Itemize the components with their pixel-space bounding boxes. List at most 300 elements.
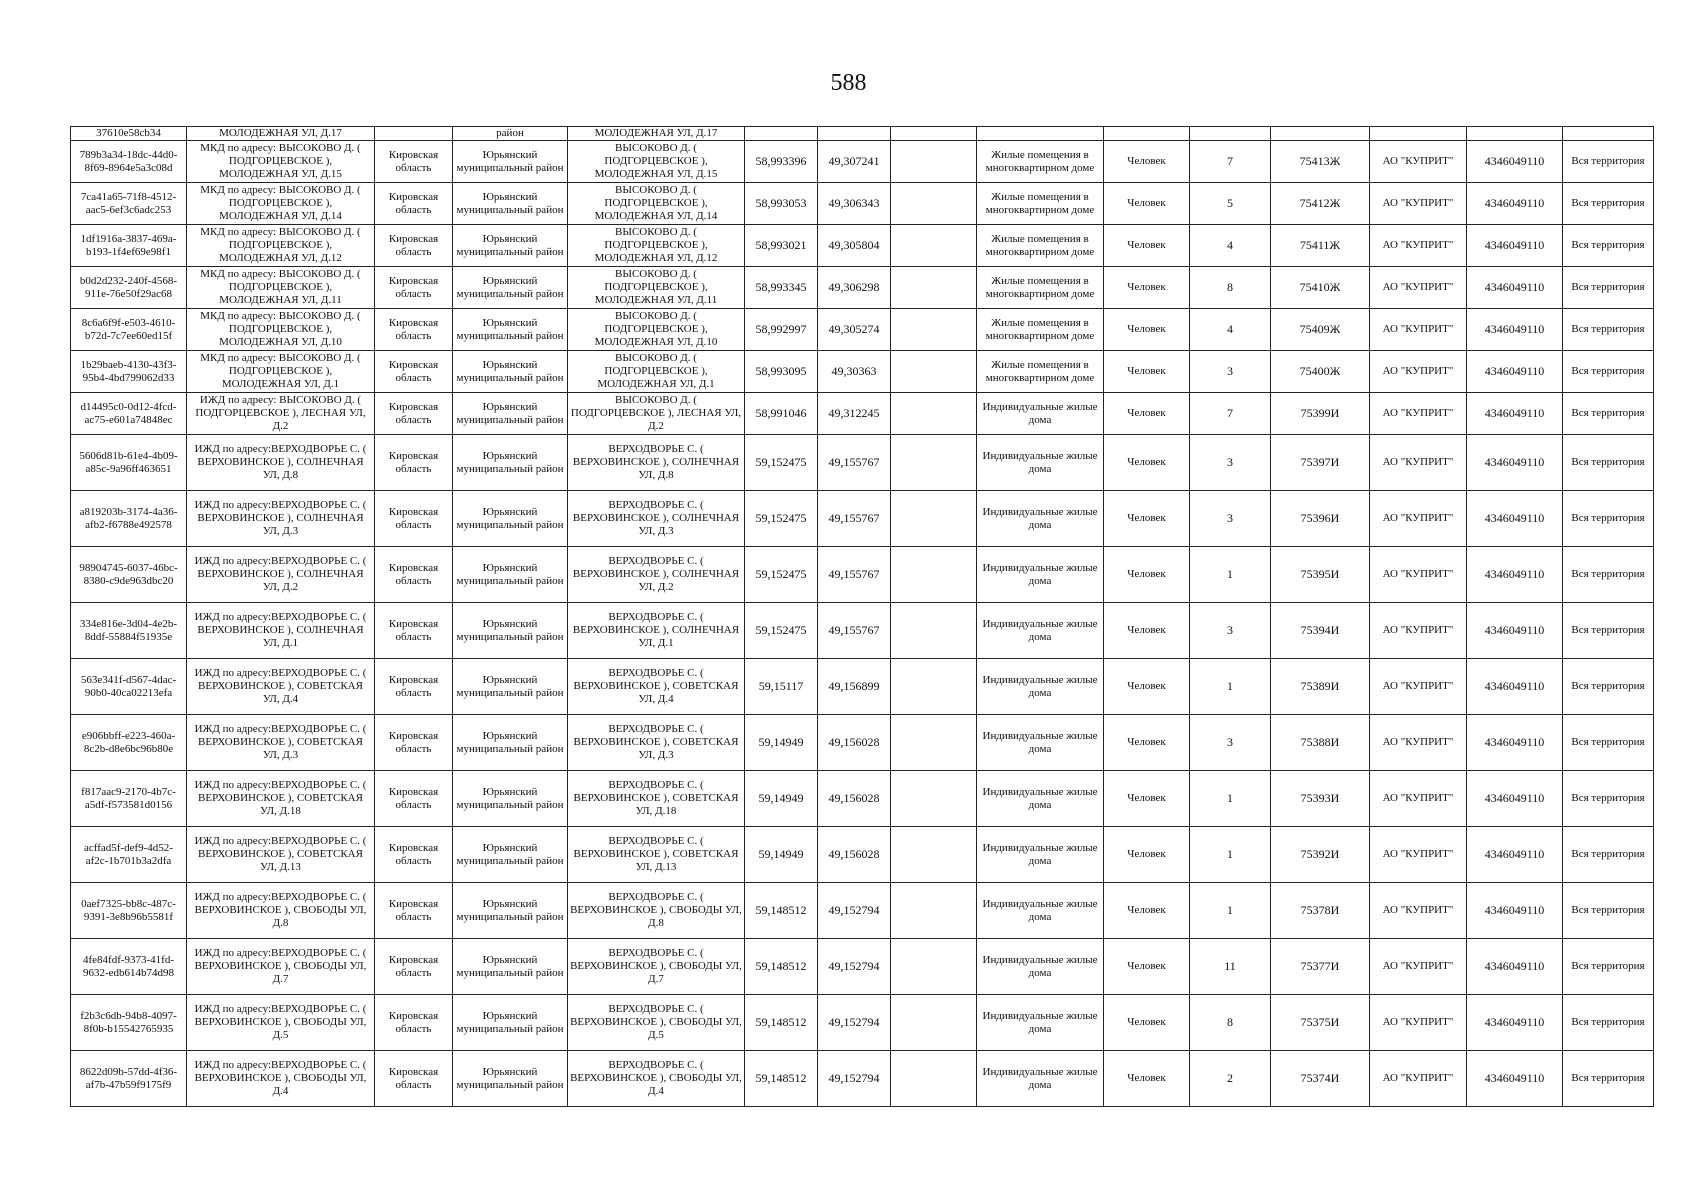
cell-id: a819203b-3174-4a36-afb2-f6788e492578 <box>71 491 187 547</box>
cell-blank <box>891 659 977 715</box>
cell-object: ИЖД по адресу:ВЕРХОДВОРЬЕ С. ( ВЕРХОВИНСКОЕ ), СОЛНЕЧНАЯ УЛ, Д.3 <box>187 491 375 547</box>
cell-inn: 4346049110 <box>1467 351 1563 393</box>
cell-organization: АО "КУПРИТ" <box>1370 883 1467 939</box>
table-row <box>71 225 1654 267</box>
cell-address: ВЕРХОДВОРЬЕ С. ( ВЕРХОВИНСКОЕ ), СОВЕТСКАЯ УЛ, Д.3 <box>568 715 745 771</box>
cell-unit: Человек <box>1104 1051 1190 1107</box>
cell-object: ИЖД по адресу:ВЕРХОДВОРЬЕ С. ( ВЕРХОВИНСКОЕ ), СОВЕТСКАЯ УЛ, Д.4 <box>187 659 375 715</box>
cell-address: ВЫСОКОВО Д. ( ПОДГОРЦЕВСКОЕ ), МОЛОДЕЖНАЯ УЛ, Д.12 <box>568 225 745 267</box>
cell-object: МКД по адресу: ВЫСОКОВО Д. ( ПОДГОРЦЕВСКОЕ ), МОЛОДЕЖНАЯ УЛ, Д.10 <box>187 309 375 351</box>
cell-district: Юрьянский муниципальный район <box>453 827 568 883</box>
cell-latitude: 58,993396 <box>745 141 818 183</box>
cell-address: ВЕРХОДВОРЬЕ С. ( ВЕРХОВИНСКОЕ ), СОЛНЕЧНАЯ УЛ, Д.1 <box>568 603 745 659</box>
cell-blank <box>891 547 977 603</box>
cell-blank <box>891 393 977 435</box>
cell-organization: АО "КУПРИТ" <box>1370 603 1467 659</box>
cell-district: Юрьянский муниципальный район <box>453 883 568 939</box>
cell-territory: Вся территория <box>1563 995 1654 1051</box>
cell-organization: АО "КУПРИТ" <box>1370 715 1467 771</box>
cell-territory: Вся территория <box>1563 939 1654 995</box>
cell-organization: АО "КУПРИТ" <box>1370 939 1467 995</box>
table-row <box>71 183 1654 225</box>
cell-region: Кировская область <box>375 771 453 827</box>
cell-district: Юрьянский муниципальный район <box>453 435 568 491</box>
table-row <box>71 827 1654 883</box>
cell-district: Юрьянский муниципальный район <box>453 995 568 1051</box>
cell-inn: 4346049110 <box>1467 435 1563 491</box>
cell-organization: АО "КУПРИТ" <box>1370 491 1467 547</box>
cell-blank <box>891 435 977 491</box>
cell-count: 11 <box>1190 939 1271 995</box>
cell-organization: АО "КУПРИТ" <box>1370 351 1467 393</box>
cell-unit: Человек <box>1104 659 1190 715</box>
cell-count: 3 <box>1190 715 1271 771</box>
cell-latitude: 59,152475 <box>745 547 818 603</box>
cell-organization: АО "КУПРИТ" <box>1370 827 1467 883</box>
cell-inn: 4346049110 <box>1467 995 1563 1051</box>
cell-organization: АО "КУПРИТ" <box>1370 393 1467 435</box>
cell-region: Кировская область <box>375 827 453 883</box>
cell-longitude: 49,305274 <box>818 309 891 351</box>
cell-unit: Человек <box>1104 267 1190 309</box>
table-row <box>71 491 1654 547</box>
cell-region: Кировская область <box>375 183 453 225</box>
cell-latitude: 58,993345 <box>745 267 818 309</box>
cell-housing-type: Индивидуальные жилые дома <box>977 435 1104 491</box>
cell-longitude: 49,312245 <box>818 393 891 435</box>
cell-unit: Человек <box>1104 141 1190 183</box>
cell-code: 75409Ж <box>1271 309 1370 351</box>
cell-housing-type: Индивидуальные жилые дома <box>977 995 1104 1051</box>
cell-longitude: 49,155767 <box>818 547 891 603</box>
table-row <box>71 393 1654 435</box>
cell-code: 75410Ж <box>1271 267 1370 309</box>
cell-code: 75400Ж <box>1271 351 1370 393</box>
cell-count: 1 <box>1190 827 1271 883</box>
cell-address: ВЕРХОДВОРЬЕ С. ( ВЕРХОВИНСКОЕ ), СВОБОДЫ УЛ, Д.4 <box>568 1051 745 1107</box>
cell-latitude: 59,152475 <box>745 603 818 659</box>
table-row <box>71 771 1654 827</box>
cell-count: 1 <box>1190 771 1271 827</box>
cell-district: Юрьянский муниципальный район <box>453 183 568 225</box>
cell-unit: Человек <box>1104 547 1190 603</box>
cell-housing-type: Индивидуальные жилые дома <box>977 939 1104 995</box>
cell-latitude: 59,148512 <box>745 1051 818 1107</box>
cell-housing-type: Индивидуальные жилые дома <box>977 827 1104 883</box>
cell-district: Юрьянский муниципальный район <box>453 771 568 827</box>
cell-territory: Вся территория <box>1563 603 1654 659</box>
cell-unit: Человек <box>1104 225 1190 267</box>
cell-empty <box>818 127 891 141</box>
cell-id: 563e341f-d567-4dac-90b0-40ca02213efa <box>71 659 187 715</box>
cell-region: Кировская область <box>375 309 453 351</box>
cell-code: 75388И <box>1271 715 1370 771</box>
cell-organization: АО "КУПРИТ" <box>1370 309 1467 351</box>
cell-longitude: 49,152794 <box>818 995 891 1051</box>
cell-count: 1 <box>1190 883 1271 939</box>
cell-longitude: 49,152794 <box>818 1051 891 1107</box>
cell-unit: Человек <box>1104 309 1190 351</box>
cell-territory: Вся территория <box>1563 547 1654 603</box>
cell-longitude: 49,156899 <box>818 659 891 715</box>
cell-code: 75377И <box>1271 939 1370 995</box>
cell-housing-type: Жилые помещения в многоквартирном доме <box>977 141 1104 183</box>
cell-blank <box>891 309 977 351</box>
cell-longitude: 49,306298 <box>818 267 891 309</box>
cell-inn: 4346049110 <box>1467 141 1563 183</box>
cell-territory: Вся территория <box>1563 435 1654 491</box>
cell-address: ВЫСОКОВО Д. ( ПОДГОРЦЕВСКОЕ ), ЛЕСНАЯ УЛ, Д.2 <box>568 393 745 435</box>
cell-inn: 4346049110 <box>1467 939 1563 995</box>
cell-empty <box>1271 127 1370 141</box>
cell-organization: АО "КУПРИТ" <box>1370 771 1467 827</box>
cell-count: 3 <box>1190 351 1271 393</box>
table-row <box>71 659 1654 715</box>
cell-code: 75396И <box>1271 491 1370 547</box>
cell-longitude: 49,155767 <box>818 435 891 491</box>
cell-inn: 4346049110 <box>1467 267 1563 309</box>
cell-longitude: 49,156028 <box>818 771 891 827</box>
cell-id: 8622d09b-57dd-4f36-af7b-47b59f9175f9 <box>71 1051 187 1107</box>
cell-region: Кировская область <box>375 435 453 491</box>
cell-blank <box>891 491 977 547</box>
cell-organization: АО "КУПРИТ" <box>1370 267 1467 309</box>
cell-code: 75399И <box>1271 393 1370 435</box>
cell-longitude: 49,30363 <box>818 351 891 393</box>
cell-id: f817aac9-2170-4b7c-a5df-f573581d0156 <box>71 771 187 827</box>
cell-id: f2b3c6db-94b8-4097-8f0b-b15542765935 <box>71 995 187 1051</box>
cell-blank <box>891 771 977 827</box>
cell-object: ИЖД по адресу:ВЕРХОДВОРЬЕ С. ( ВЕРХОВИНСКОЕ ), СВОБОДЫ УЛ, Д.8 <box>187 883 375 939</box>
cell-region: Кировская область <box>375 1051 453 1107</box>
cell-district: Юрьянский муниципальный район <box>453 267 568 309</box>
cell-district: Юрьянский муниципальный район <box>453 659 568 715</box>
cell-district: Юрьянский муниципальный район <box>453 603 568 659</box>
cell-inn: 4346049110 <box>1467 603 1563 659</box>
cell-housing-type: Индивидуальные жилые дома <box>977 603 1104 659</box>
cell-inn: 4346049110 <box>1467 309 1563 351</box>
cell-count: 7 <box>1190 141 1271 183</box>
cell-id: 4fe84fdf-9373-41fd-9632-edb614b74d98 <box>71 939 187 995</box>
cell-inn: 4346049110 <box>1467 883 1563 939</box>
cell-blank <box>891 267 977 309</box>
cell-territory: Вся территория <box>1563 141 1654 183</box>
cell-code: 75412Ж <box>1271 183 1370 225</box>
cell-organization: АО "КУПРИТ" <box>1370 141 1467 183</box>
cell-object: ИЖД по адресу:ВЕРХОДВОРЬЕ С. ( ВЕРХОВИНСКОЕ ), СВОБОДЫ УЛ, Д.7 <box>187 939 375 995</box>
cell-inn: 4346049110 <box>1467 827 1563 883</box>
cell-territory: Вся территория <box>1563 1051 1654 1107</box>
cell-id: b0d2d232-240f-4568-911e-76e50f29ac68 <box>71 267 187 309</box>
cell-longitude: 49,155767 <box>818 603 891 659</box>
cell-address: МОЛОДЕЖНАЯ УЛ, Д.17 <box>568 127 745 141</box>
cell-territory: Вся территория <box>1563 393 1654 435</box>
cell-address: ВЕРХОДВОРЬЕ С. ( ВЕРХОВИНСКОЕ ), СОЛНЕЧНАЯ УЛ, Д.3 <box>568 491 745 547</box>
cell-code: 75389И <box>1271 659 1370 715</box>
cell-count: 2 <box>1190 1051 1271 1107</box>
cell-blank <box>891 1051 977 1107</box>
cell-code: 75378И <box>1271 883 1370 939</box>
cell-id: 1df1916a-3837-469a-b193-1f4ef69e98f1 <box>71 225 187 267</box>
cell-region: Кировская область <box>375 491 453 547</box>
cell-address: ВЫСОКОВО Д. ( ПОДГОРЦЕВСКОЕ ), МОЛОДЕЖНАЯ УЛ, Д.11 <box>568 267 745 309</box>
cell-territory: Вся территория <box>1563 827 1654 883</box>
cell-address: ВЕРХОДВОРЬЕ С. ( ВЕРХОВИНСКОЕ ), СОВЕТСКАЯ УЛ, Д.18 <box>568 771 745 827</box>
cell-latitude: 59,14949 <box>745 827 818 883</box>
cell-inn: 4346049110 <box>1467 393 1563 435</box>
table-row <box>71 1051 1654 1107</box>
cell-inn: 4346049110 <box>1467 547 1563 603</box>
cell-id: 7ca41a65-71f8-4512-aac5-6ef3c6adc253 <box>71 183 187 225</box>
cell-code: 75394И <box>1271 603 1370 659</box>
cell-unit: Человек <box>1104 827 1190 883</box>
cell-region: Кировская область <box>375 267 453 309</box>
cell-organization: АО "КУПРИТ" <box>1370 183 1467 225</box>
cell-id: d14495c0-0d12-4fcd-ac75-e601a74848ec <box>71 393 187 435</box>
cell-count: 3 <box>1190 435 1271 491</box>
cell-count: 4 <box>1190 225 1271 267</box>
table-row <box>71 939 1654 995</box>
cell-blank <box>891 883 977 939</box>
cell-territory: Вся территория <box>1563 659 1654 715</box>
cell-district: Юрьянский муниципальный район <box>453 393 568 435</box>
table-row <box>71 995 1654 1051</box>
cell-id: 0aef7325-bb8c-487c-9391-3e8b96b5581f <box>71 883 187 939</box>
cell-district: Юрьянский муниципальный район <box>453 309 568 351</box>
cell-code: 75395И <box>1271 547 1370 603</box>
cell-region: Кировская область <box>375 883 453 939</box>
table-body <box>71 127 1654 1107</box>
cell-housing-type: Индивидуальные жилые дома <box>977 547 1104 603</box>
cell-district: Юрьянский муниципальный район <box>453 491 568 547</box>
cell-district: район <box>453 127 568 141</box>
cell-object: ИЖД по адресу:ВЕРХОДВОРЬЕ С. ( ВЕРХОВИНСКОЕ ), СОЛНЕЧНАЯ УЛ, Д.8 <box>187 435 375 491</box>
cell-code: 75393И <box>1271 771 1370 827</box>
cell-unit: Человек <box>1104 939 1190 995</box>
cell-code: 75397И <box>1271 435 1370 491</box>
cell-address: ВЕРХОДВОРЬЕ С. ( ВЕРХОВИНСКОЕ ), СОВЕТСКАЯ УЛ, Д.13 <box>568 827 745 883</box>
cell-unit: Человек <box>1104 491 1190 547</box>
cell-region: Кировская область <box>375 351 453 393</box>
table-row <box>71 547 1654 603</box>
table-row <box>71 141 1654 183</box>
cell-blank <box>891 141 977 183</box>
cell-count: 1 <box>1190 659 1271 715</box>
cell-latitude: 58,993053 <box>745 183 818 225</box>
cell-id: 789b3a34-18dc-44d0-8f69-8964e5a3c08d <box>71 141 187 183</box>
cell-organization: АО "КУПРИТ" <box>1370 995 1467 1051</box>
cell-address: ВЕРХОДВОРЬЕ С. ( ВЕРХОВИНСКОЕ ), СОЛНЕЧНАЯ УЛ, Д.2 <box>568 547 745 603</box>
cell-housing-type: Индивидуальные жилые дома <box>977 1051 1104 1107</box>
cell-inn: 4346049110 <box>1467 491 1563 547</box>
cell-latitude: 58,992997 <box>745 309 818 351</box>
cell-longitude: 49,156028 <box>818 715 891 771</box>
table-row <box>71 351 1654 393</box>
cell-housing-type: Жилые помещения в многоквартирном доме <box>977 225 1104 267</box>
cell-housing-type: Жилые помещения в многоквартирном доме <box>977 267 1104 309</box>
cell-object: МКД по адресу: ВЫСОКОВО Д. ( ПОДГОРЦЕВСКОЕ ), МОЛОДЕЖНАЯ УЛ, Д.14 <box>187 183 375 225</box>
cell-region <box>375 127 453 141</box>
cell-empty <box>1563 127 1654 141</box>
cell-inn: 4346049110 <box>1467 225 1563 267</box>
cell-id: 1b29baeb-4130-43f3-95b4-4bd799062d33 <box>71 351 187 393</box>
cell-id: e906bbff-e223-460a-8c2b-d8e6bc96b80e <box>71 715 187 771</box>
cell-territory: Вся территория <box>1563 491 1654 547</box>
cell-count: 4 <box>1190 309 1271 351</box>
cell-territory: Вся территория <box>1563 225 1654 267</box>
cell-unit: Человек <box>1104 183 1190 225</box>
table-row <box>71 267 1654 309</box>
table-row <box>71 309 1654 351</box>
cell-region: Кировская область <box>375 393 453 435</box>
cell-latitude: 59,148512 <box>745 883 818 939</box>
cell-territory: Вся территория <box>1563 715 1654 771</box>
cell-territory: Вся территория <box>1563 883 1654 939</box>
cell-region: Кировская область <box>375 939 453 995</box>
cell-inn: 4346049110 <box>1467 715 1563 771</box>
cell-organization: АО "КУПРИТ" <box>1370 1051 1467 1107</box>
cell-unit: Человек <box>1104 771 1190 827</box>
cell-object: МКД по адресу: ВЫСОКОВО Д. ( ПОДГОРЦЕВСКОЕ ), МОЛОДЕЖНАЯ УЛ, Д.12 <box>187 225 375 267</box>
cell-object: ИЖД по адресу:ВЕРХОДВОРЬЕ С. ( ВЕРХОВИНСКОЕ ), СОВЕТСКАЯ УЛ, Д.3 <box>187 715 375 771</box>
cell-district: Юрьянский муниципальный район <box>453 225 568 267</box>
cell-inn: 4346049110 <box>1467 183 1563 225</box>
cell-latitude: 59,14949 <box>745 715 818 771</box>
page-number: 588 <box>830 70 867 96</box>
cell-housing-type: Жилые помещения в многоквартирном доме <box>977 351 1104 393</box>
cell-id: 5606d81b-61e4-4b09-a85c-9a96ff463651 <box>71 435 187 491</box>
cell-region: Кировская область <box>375 225 453 267</box>
cell-address: ВЫСОКОВО Д. ( ПОДГОРЦЕВСКОЕ ), МОЛОДЕЖНАЯ УЛ, Д.14 <box>568 183 745 225</box>
cell-id: 98904745-6037-46bc-8380-c9de963dbc20 <box>71 547 187 603</box>
cell-object: ИЖД по адресу: ВЫСОКОВО Д. ( ПОДГОРЦЕВСКОЕ ), ЛЕСНАЯ УЛ, Д.2 <box>187 393 375 435</box>
cell-longitude: 49,152794 <box>818 939 891 995</box>
cell-unit: Человек <box>1104 351 1190 393</box>
cell-count: 5 <box>1190 183 1271 225</box>
cell-region: Кировская область <box>375 659 453 715</box>
cell-longitude: 49,307241 <box>818 141 891 183</box>
cell-inn: 4346049110 <box>1467 771 1563 827</box>
cell-region: Кировская область <box>375 715 453 771</box>
cell-housing-type: Индивидуальные жилые дома <box>977 491 1104 547</box>
table-row <box>71 715 1654 771</box>
cell-code: 75411Ж <box>1271 225 1370 267</box>
cell-unit: Человек <box>1104 435 1190 491</box>
cell-count: 3 <box>1190 491 1271 547</box>
table-row <box>71 603 1654 659</box>
cell-housing-type: Индивидуальные жилые дома <box>977 883 1104 939</box>
cell-latitude: 59,14949 <box>745 771 818 827</box>
cell-object: МОЛОДЕЖНАЯ УЛ, Д.17 <box>187 127 375 141</box>
cell-id: acffad5f-def9-4d52-af2c-1b701b3a2dfa <box>71 827 187 883</box>
cell-id: 334e816e-3d04-4e2b-8ddf-55884f51935e <box>71 603 187 659</box>
cell-territory: Вся территория <box>1563 351 1654 393</box>
cell-address: ВЕРХОДВОРЬЕ С. ( ВЕРХОВИНСКОЕ ), СОВЕТСКАЯ УЛ, Д.4 <box>568 659 745 715</box>
cell-code: 75413Ж <box>1271 141 1370 183</box>
cell-count: 8 <box>1190 995 1271 1051</box>
cell-longitude: 49,305804 <box>818 225 891 267</box>
cell-district: Юрьянский муниципальный район <box>453 141 568 183</box>
cell-latitude: 59,152475 <box>745 435 818 491</box>
cell-unit: Человек <box>1104 715 1190 771</box>
cell-address: ВЕРХОДВОРЬЕ С. ( ВЕРХОВИНСКОЕ ), СОЛНЕЧНАЯ УЛ, Д.8 <box>568 435 745 491</box>
cell-territory: Вся территория <box>1563 267 1654 309</box>
cell-blank <box>891 939 977 995</box>
cell-region: Кировская область <box>375 995 453 1051</box>
cell-district: Юрьянский муниципальный район <box>453 939 568 995</box>
cell-blank <box>891 715 977 771</box>
cell-empty <box>745 127 818 141</box>
cell-organization: АО "КУПРИТ" <box>1370 435 1467 491</box>
cell-longitude: 49,156028 <box>818 827 891 883</box>
cell-district: Юрьянский муниципальный район <box>453 351 568 393</box>
cell-empty <box>1370 127 1467 141</box>
cell-housing-type: Жилые помещения в многоквартирном доме <box>977 183 1104 225</box>
cell-longitude: 49,152794 <box>818 883 891 939</box>
cell-address: ВЫСОКОВО Д. ( ПОДГОРЦЕВСКОЕ ), МОЛОДЕЖНАЯ УЛ, Д.10 <box>568 309 745 351</box>
cell-address: ВЫСОКОВО Д. ( ПОДГОРЦЕВСКОЕ ), МОЛОДЕЖНАЯ УЛ, Д.15 <box>568 141 745 183</box>
cell-empty <box>1104 127 1190 141</box>
cell-territory: Вся территория <box>1563 309 1654 351</box>
cell-district: Юрьянский муниципальный район <box>453 547 568 603</box>
cell-housing-type: Индивидуальные жилые дома <box>977 659 1104 715</box>
cell-district: Юрьянский муниципальный район <box>453 715 568 771</box>
cell-object: ИЖД по адресу:ВЕРХОДВОРЬЕ С. ( ВЕРХОВИНСКОЕ ), СВОБОДЫ УЛ, Д.4 <box>187 1051 375 1107</box>
cell-organization: АО "КУПРИТ" <box>1370 659 1467 715</box>
cell-housing-type: Индивидуальные жилые дома <box>977 771 1104 827</box>
cell-inn: 4346049110 <box>1467 1051 1563 1107</box>
cell-blank <box>891 995 977 1051</box>
cell-blank <box>891 827 977 883</box>
cell-object: МКД по адресу: ВЫСОКОВО Д. ( ПОДГОРЦЕВСКОЕ ), МОЛОДЕЖНАЯ УЛ, Д.11 <box>187 267 375 309</box>
cell-longitude: 49,306343 <box>818 183 891 225</box>
register-table <box>70 126 1654 1107</box>
cell-organization: АО "КУПРИТ" <box>1370 547 1467 603</box>
cell-organization: АО "КУПРИТ" <box>1370 225 1467 267</box>
cell-inn: 4346049110 <box>1467 659 1563 715</box>
cell-object: ИЖД по адресу:ВЕРХОДВОРЬЕ С. ( ВЕРХОВИНСКОЕ ), СОЛНЕЧНАЯ УЛ, Д.1 <box>187 603 375 659</box>
cell-region: Кировская область <box>375 603 453 659</box>
cell-unit: Человек <box>1104 995 1190 1051</box>
cell-district: Юрьянский муниципальный район <box>453 1051 568 1107</box>
cell-object: ИЖД по адресу:ВЕРХОДВОРЬЕ С. ( ВЕРХОВИНСКОЕ ), СОВЕТСКАЯ УЛ, Д.18 <box>187 771 375 827</box>
cell-housing-type: Жилые помещения в многоквартирном доме <box>977 309 1104 351</box>
cell-unit: Человек <box>1104 883 1190 939</box>
cell-latitude: 59,148512 <box>745 939 818 995</box>
cell-latitude: 59,148512 <box>745 995 818 1051</box>
cell-empty <box>891 127 977 141</box>
cell-object: МКД по адресу: ВЫСОКОВО Д. ( ПОДГОРЦЕВСКОЕ ), МОЛОДЕЖНАЯ УЛ, Д.15 <box>187 141 375 183</box>
cell-address: ВЕРХОДВОРЬЕ С. ( ВЕРХОВИНСКОЕ ), СВОБОДЫ УЛ, Д.8 <box>568 883 745 939</box>
cell-latitude: 59,152475 <box>745 491 818 547</box>
cell-longitude: 49,155767 <box>818 491 891 547</box>
cell-code: 75392И <box>1271 827 1370 883</box>
cell-object: ИЖД по адресу:ВЕРХОДВОРЬЕ С. ( ВЕРХОВИНСКОЕ ), СОВЕТСКАЯ УЛ, Д.13 <box>187 827 375 883</box>
cell-blank <box>891 225 977 267</box>
cell-address: ВЕРХОДВОРЬЕ С. ( ВЕРХОВИНСКОЕ ), СВОБОДЫ УЛ, Д.5 <box>568 995 745 1051</box>
cell-empty <box>977 127 1104 141</box>
cell-address: ВЫСОКОВО Д. ( ПОДГОРЦЕВСКОЕ ), МОЛОДЕЖНАЯ УЛ, Д.1 <box>568 351 745 393</box>
cell-blank <box>891 183 977 225</box>
cell-latitude: 58,993095 <box>745 351 818 393</box>
table-row-continued <box>71 127 1654 141</box>
cell-id: 8c6a6f9f-e503-4610-b72d-7c7ee60ed15f <box>71 309 187 351</box>
cell-blank <box>891 603 977 659</box>
cell-count: 7 <box>1190 393 1271 435</box>
cell-blank <box>891 351 977 393</box>
cell-address: ВЕРХОДВОРЬЕ С. ( ВЕРХОВИНСКОЕ ), СВОБОДЫ УЛ, Д.7 <box>568 939 745 995</box>
cell-region: Кировская область <box>375 547 453 603</box>
